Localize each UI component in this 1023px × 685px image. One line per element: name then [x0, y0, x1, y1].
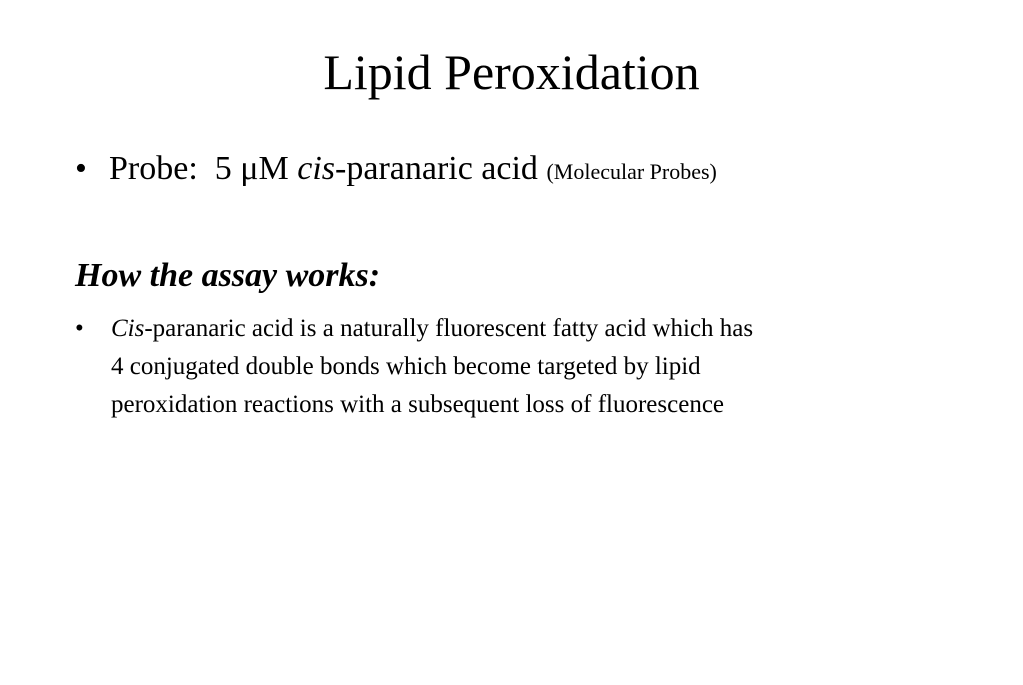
- description-line-1-text: -paranaric acid is a naturally fluorescent fatty acid which has: [144, 315, 754, 342]
- description-lead-italic: Cis: [111, 315, 145, 342]
- slide-title: Lipid Peroxidation: [323, 44, 700, 100]
- bullet-marker: •: [75, 315, 84, 342]
- probe-source: (Molecular Probes): [546, 159, 717, 184]
- probe-compound-suffix: -paranaric acid: [335, 150, 538, 187]
- probe-compound-prefix: cis: [297, 150, 336, 187]
- description-line-1: [75, 310, 955, 348]
- probe-amount: 5 μM: [214, 150, 289, 187]
- description-line-2: 4 conjugated double bonds which become targeted by lipid: [111, 353, 701, 380]
- probe-label: Probe:: [109, 150, 198, 187]
- description-bullet-item: [75, 310, 955, 424]
- bullet-marker: •: [75, 150, 87, 187]
- probe-bullet-item: [75, 146, 717, 195]
- description-line-3: peroxidation reactions with a subsequent loss of fluorescence: [111, 391, 725, 418]
- section-heading: How the assay works:: [75, 257, 381, 294]
